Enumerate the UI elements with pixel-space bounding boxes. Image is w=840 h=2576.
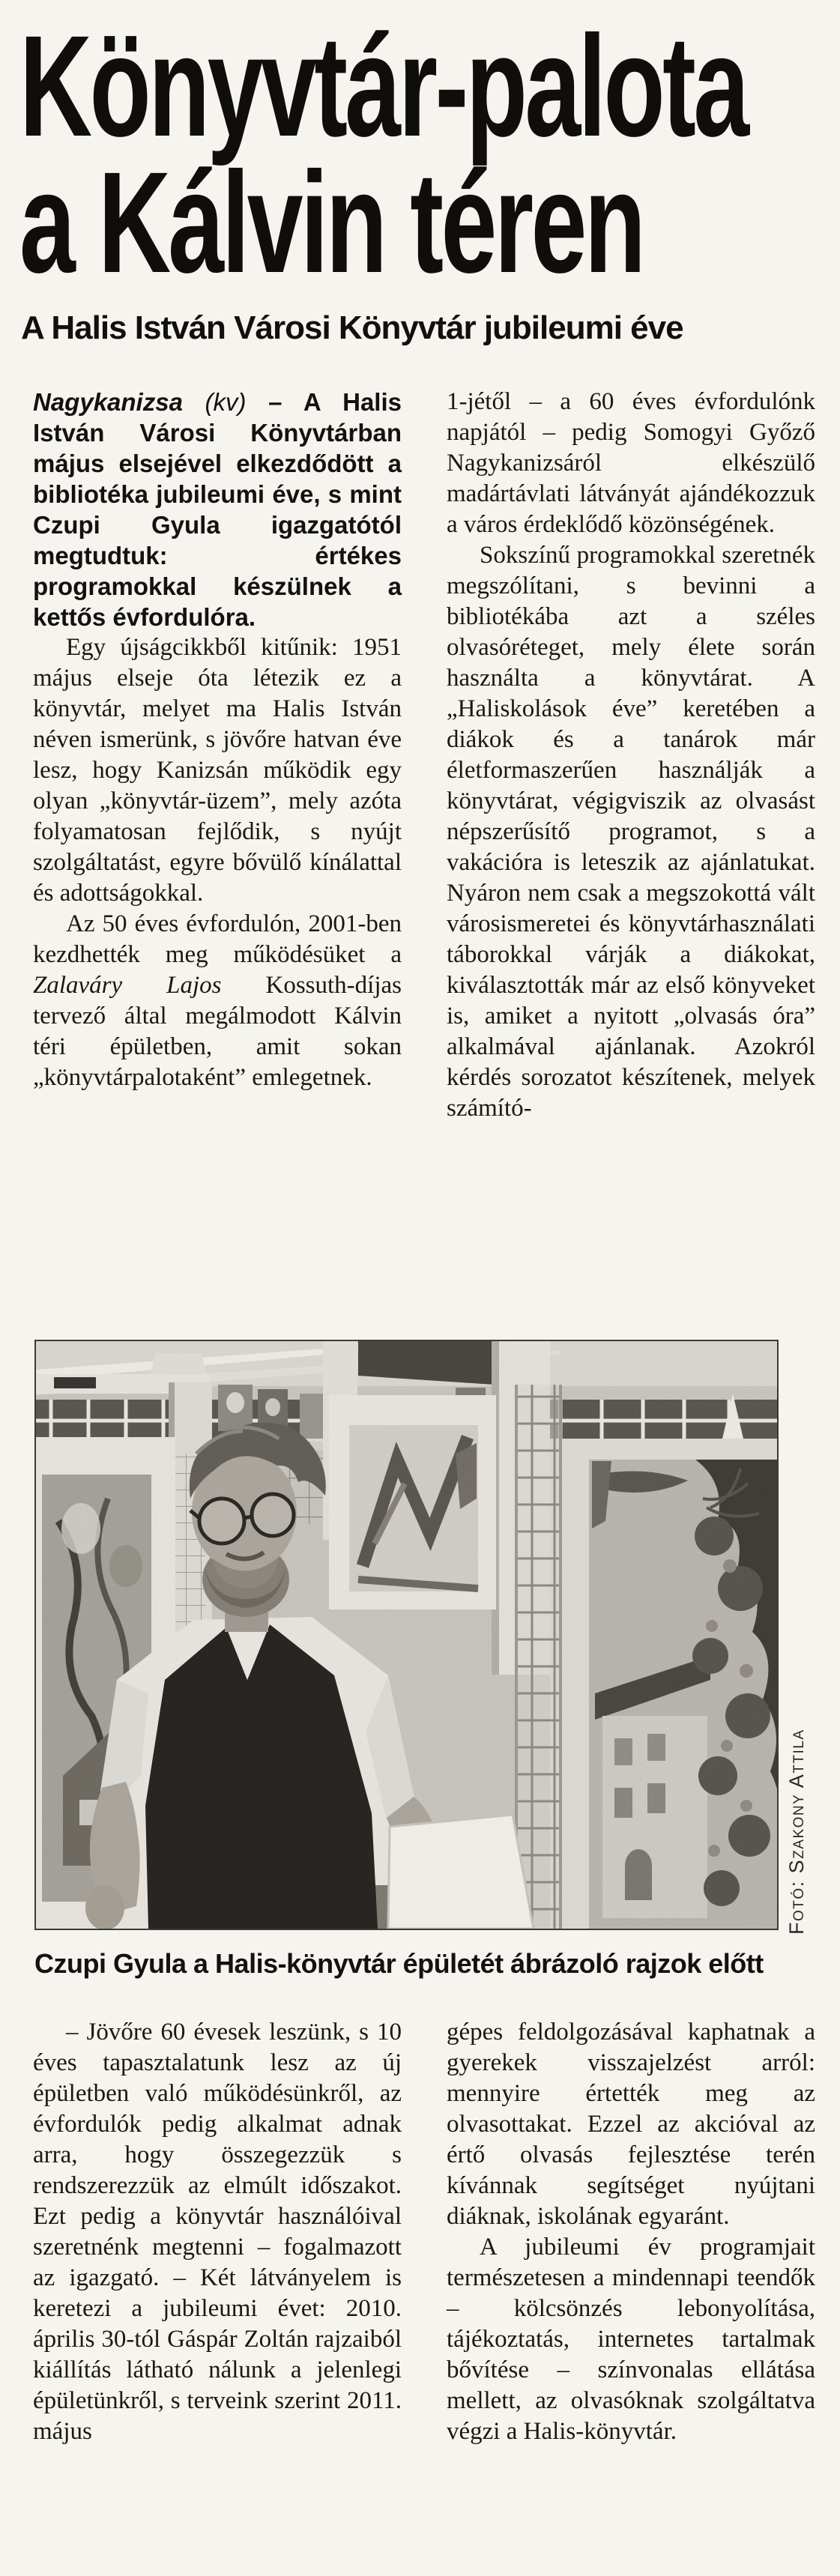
paragraph-text: Kossuth-díjas tervező által megálmodott Kálvin téri épületben, amit sokan „könyvtárpalotaként” emlegetnek. xyxy=(33,972,402,1091)
dateline: Nagykanizsa xyxy=(33,388,183,416)
paragraph xyxy=(33,909,402,1093)
paragraph: – Jövőre 60 évesek leszünk, s 10 éves tapasztalatunk lesz az új épületben való működésünkről, az évfordulók pedig alkalmat adnak arra, hogy összegezzük s rendszerezzük az elmúlt időszakot. Ezt pedig a könyvtár használóival szeretnénk megtenni – fogalmazott az igazgató. – Két látványelem is keretezi a jubileumi évet: 2010. április 30-tól Gáspár Zoltán rajzaiból kiállítás látható nálunk a jelenlegi épületünkről, s terveink szerint 2011. május xyxy=(33,2019,402,2445)
column-top-left xyxy=(33,387,402,1093)
photo-illustration xyxy=(36,1341,777,1929)
paragraph: Egy újságcikkből kitűnik: 1951 május elseje óta létezik ez a könyvtár, melyet ma Halis István néven ismerünk, s jövőre hatvan éve lesz, hogy Kanizsán működik egy olyan „könyvtár-üzem”, mely azóta folyamatosan fejlődik, s nyújt szolgáltatást, egyre bővülő kínálattal és adottságokkal. xyxy=(33,634,402,907)
lead-paragraph xyxy=(33,387,402,632)
headline-line-2: a Kálvin téren xyxy=(19,142,644,303)
photo-credit: Fotó: Szakony Attila xyxy=(785,1729,808,1935)
lead-text: – A Halis István Városi Könyvtárban május elsejével elkezdődött a bibliotéka jubileumi éve, s mint Czupi Gyula igazgatótól megtudtuk: értékes programokkal készülnek a kettős évfordulóra. xyxy=(33,388,402,631)
drawing-right xyxy=(550,1439,777,1929)
paragraph: 1-jétől – a 60 éves évfordulónk napjától – pedig Somogyi Győző Nagykanizsáról elkészülő madártávlati látványát ajándékozzuk a város érdeklődő közönségének. xyxy=(447,388,815,538)
article-photo xyxy=(34,1340,779,1930)
column-bottom-right xyxy=(447,2017,815,2447)
paragraph: gépes feldolgozásával kaphatnak a gyerekek visszajelzést arról: mennyire értették meg az olvasottakat. Ezzel az akcióval az értő olvasás fejlesztése terén kívánnak segítséget nyújtani diáknak, iskolának egyaránt. xyxy=(447,2019,815,2230)
column-bottom-left xyxy=(33,2017,402,2447)
subtitle: A Halis István Városi Könyvtár jubileumi éve xyxy=(21,309,683,346)
ladder-grid xyxy=(516,1385,562,1929)
headline xyxy=(19,5,747,303)
headline-line-1: Könyvtár-palota xyxy=(19,5,747,166)
drawing-middle xyxy=(329,1395,496,1609)
paragraph: Sokszínű programokkal szeretnék megszólítani, s bevinni a bibliotékába azt a széles olvasóréteget, mely élete során használta a könyvtárat. A „Haliskolások éve” keretében a diákok és a tanárok már életformaszerűen használják a könyvtárat, végigviszik az olvasást népszerűsítő programot, s a vakációra is leteszik az ajánlatukat. Nyáron nem csak a megszokottá vált városismeretei és könyvtárhasználati táborokkal várják a diákokat, kiválasztották már az első könyveket is, amiket a nyitott „olvasás óra” alkalmával ajánlanak. Azokról kérdés sorozatot készítenek, melyek számító- xyxy=(447,542,815,1122)
byline-credit: (kv) xyxy=(182,388,269,416)
architect-name: Zalaváry Lajos xyxy=(33,972,222,999)
photo-caption: Czupi Gyula a Halis-könyvtár épületét ábrázoló rajzok előtt xyxy=(34,1948,764,1979)
column-top-right xyxy=(447,387,815,1124)
paragraph: A jubileumi év programjait természetesen a mindennapi teendők – kölcsönzés lebonyolítása, tájékoztatás, internetes tartalmak bővítése – színvonalas ellátása mellett, az olvasóknak szolgáltatva végzi a Halis-könyvtár. xyxy=(447,2234,815,2445)
paragraph-text: Az 50 éves évfordulón, 2001-ben kezdhették meg működésüket a xyxy=(33,910,402,968)
